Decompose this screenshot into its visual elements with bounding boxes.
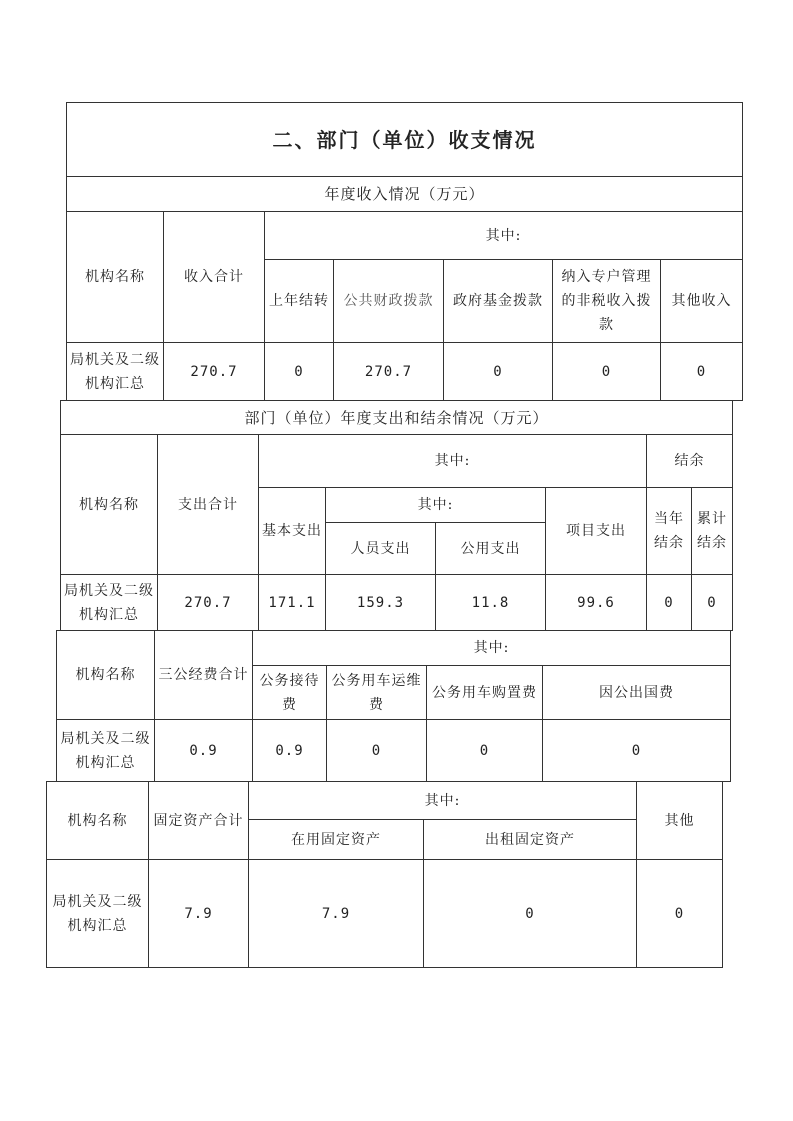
assets-row-rented: 0 bbox=[424, 860, 637, 968]
expense-group-header: 其中: bbox=[259, 435, 647, 488]
three-public-col-reception: 公务接待费 bbox=[253, 666, 327, 720]
expense-col-name: 机构名称 bbox=[61, 435, 158, 575]
expense-row-basic: 171.1 bbox=[259, 575, 326, 631]
income-row-total: 270.7 bbox=[164, 343, 265, 401]
three-public-row-vehicle-ops: 0 bbox=[327, 720, 427, 782]
assets-col-rented: 出租固定资产 bbox=[424, 820, 637, 860]
income-row-nontax: 0 bbox=[553, 343, 661, 401]
income-row-name: 局机关及二级机构汇总 bbox=[67, 343, 164, 401]
assets-row-other: 0 bbox=[637, 860, 723, 968]
income-row-carryover: 0 bbox=[265, 343, 334, 401]
expense-col-project: 项目支出 bbox=[546, 488, 647, 575]
income-row-other: 0 bbox=[661, 343, 743, 401]
income-group-header: 其中: bbox=[265, 212, 743, 260]
income-col-carryover: 上年结转 bbox=[265, 260, 334, 343]
expense-col-basic: 基本支出 bbox=[259, 488, 326, 575]
assets-row-total: 7.9 bbox=[149, 860, 249, 968]
income-row-fiscal: 270.7 bbox=[334, 343, 444, 401]
three-public-group-header: 其中: bbox=[253, 631, 731, 666]
income-col-fund: 政府基金拨款 bbox=[444, 260, 553, 343]
expense-balance-header: 结余 bbox=[647, 435, 733, 488]
expense-row-balance-cum: 0 bbox=[692, 575, 733, 631]
income-row-fund: 0 bbox=[444, 343, 553, 401]
assets-table bbox=[46, 781, 723, 968]
income-section-title: 年度收入情况（万元） bbox=[67, 177, 743, 212]
expense-section-title: 部门（单位）年度支出和结余情况（万元） bbox=[61, 401, 733, 435]
income-col-fiscal: 公共财政拨款 bbox=[334, 260, 444, 343]
expense-row-project: 99.6 bbox=[546, 575, 647, 631]
expense-row-total: 270.7 bbox=[158, 575, 259, 631]
three-public-col-total: 三公经费合计 bbox=[155, 631, 253, 720]
expense-row-personnel: 159.3 bbox=[326, 575, 436, 631]
assets-col-name: 机构名称 bbox=[47, 782, 149, 860]
three-public-col-vehicle-buy: 公务用车购置费 bbox=[427, 666, 543, 720]
expense-row-balance-year: 0 bbox=[647, 575, 692, 631]
assets-col-other: 其他 bbox=[637, 782, 723, 860]
three-public-row-reception: 0.9 bbox=[253, 720, 327, 782]
three-public-row-total: 0.9 bbox=[155, 720, 253, 782]
income-table bbox=[66, 102, 743, 401]
expense-col-balance-cum: 累计结余 bbox=[692, 488, 733, 575]
income-col-nontax: 纳入专户管理的非税收入拨款 bbox=[553, 260, 661, 343]
expense-subgroup-header: 其中: bbox=[326, 488, 546, 523]
expense-col-public: 公用支出 bbox=[436, 523, 546, 575]
assets-col-in-use: 在用固定资产 bbox=[249, 820, 424, 860]
assets-row-in-use: 7.9 bbox=[249, 860, 424, 968]
income-col-other: 其他收入 bbox=[661, 260, 743, 343]
three-public-col-name: 机构名称 bbox=[57, 631, 155, 720]
assets-row-name: 局机关及二级机构汇总 bbox=[47, 860, 149, 968]
three-public-col-abroad: 因公出国费 bbox=[543, 666, 731, 720]
assets-col-total: 固定资产合计 bbox=[149, 782, 249, 860]
assets-group-header: 其中: bbox=[249, 782, 637, 820]
three-public-table bbox=[56, 630, 731, 782]
income-col-total: 收入合计 bbox=[164, 212, 265, 343]
three-public-row-vehicle-buy: 0 bbox=[427, 720, 543, 782]
income-col-name: 机构名称 bbox=[67, 212, 164, 343]
expense-col-total: 支出合计 bbox=[158, 435, 259, 575]
three-public-row-abroad: 0 bbox=[543, 720, 731, 782]
expense-col-balance-year: 当年结余 bbox=[647, 488, 692, 575]
three-public-row-name: 局机关及二级机构汇总 bbox=[57, 720, 155, 782]
expense-table bbox=[60, 400, 733, 631]
page-title: 二、部门（单位）收支情况 bbox=[67, 103, 743, 177]
expense-row-name: 局机关及二级机构汇总 bbox=[61, 575, 158, 631]
expense-row-public: 11.8 bbox=[436, 575, 546, 631]
three-public-col-vehicle-ops: 公务用车运维费 bbox=[327, 666, 427, 720]
expense-col-personnel: 人员支出 bbox=[326, 523, 436, 575]
